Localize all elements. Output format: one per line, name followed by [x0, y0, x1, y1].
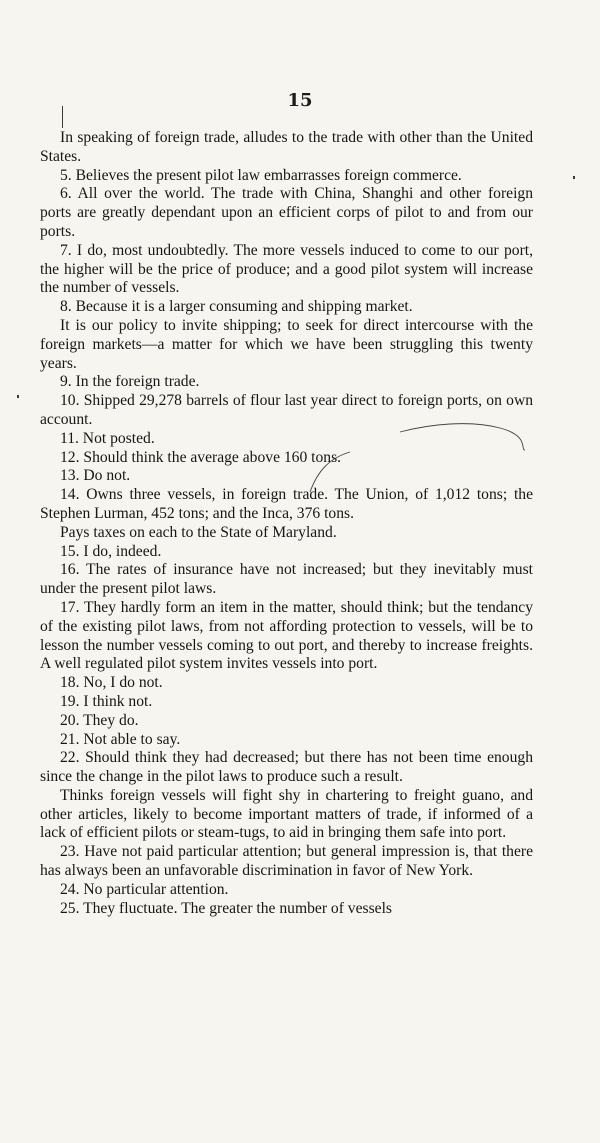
answer-20: 20. They do.: [60, 711, 139, 729]
answer-23: 23. Have not paid particular attention; but general impression is, that there has always been an unfavorable discrimination in favor of New York.: [40, 843, 533, 880]
answer-8: 8. Because it is a larger consuming and shipping market.: [60, 298, 413, 316]
answer-9: 9. In the foreign trade.: [60, 373, 200, 391]
answer-11: 11. Not posted.: [60, 429, 155, 447]
paragraph: Pays taxes on each to the State of Maryland.: [60, 523, 337, 541]
answer-7: 7. I do, most undoubtedly. The more vessels induced to come to our port, the higher will be the price of produce; and a good pilot system will increase the number of vessels.: [40, 241, 533, 297]
answer-16: 16. The rates of insurance have not increased; but they inevitably must under the present pilot laws.: [40, 561, 533, 598]
pencil-underline: [400, 424, 525, 450]
answer-12: 12. Should think the average above 160 tons.: [60, 448, 342, 466]
pencil-stroke: [310, 452, 350, 492]
answer-19: 19. I think not.: [60, 692, 153, 710]
answer-6: 6. All over the world. The trade with China, Shanghi and other foreign ports are greatly dependant upon an efficient corps of pilot to and from our ports.: [40, 185, 533, 240]
page-number: 15: [287, 90, 313, 111]
answer-15: 15. I do, indeed.: [60, 542, 162, 560]
answer-24: 24. No particular attention.: [60, 880, 229, 898]
paragraph: In speaking of foreign trade, alludes to the trade with other than the United States.: [40, 129, 533, 165]
answer-18: 18. No, I do not.: [60, 674, 163, 692]
answer-22: 22. Should think they had decreased; but there has not been time enough since the change in the pilot laws to produce such a result.: [40, 749, 533, 786]
answer-21: 21. Not able to say.: [60, 730, 181, 748]
answer-17: 17. They hardly form an item in the matter, should think; but the tendancy of the existing pilot laws, from not affording protection to vessels, will be to lesson the number vessels coming to out port, and thereby to increase freights. A well regulated pilot system invites vessels into port.: [40, 598, 533, 673]
answer-5: 5. Believes the present pilot law embarrasses foreign commerce.: [60, 166, 462, 184]
paragraph: It is our policy to invite shipping; to seek for direct intercourse with the foreign markets—a matter for which we have been struggling this twenty years.: [40, 316, 533, 372]
answer-25: 25. They fluctuate. The greater the number of vessels: [60, 899, 392, 917]
paragraph: Thinks foreign vessels will fight shy in chartering to freight guano, and other articles, likely to become important matters of trade, if informed of a lack of efficient pilots or steam-tugs, to aid in bringing them safe into port.: [40, 786, 533, 842]
answer-10: 10. Shipped 29,278 barrels of flour last year direct to foreign ports, on own account.: [40, 392, 533, 428]
answer-14: 14. Owns three vessels, in foreign trade. The Union, of 1,012 tons; the Stephen Lurman, 452 tons; and the Inca, 376 tons.: [40, 486, 533, 522]
answer-13: 13. Do not.: [60, 467, 131, 485]
